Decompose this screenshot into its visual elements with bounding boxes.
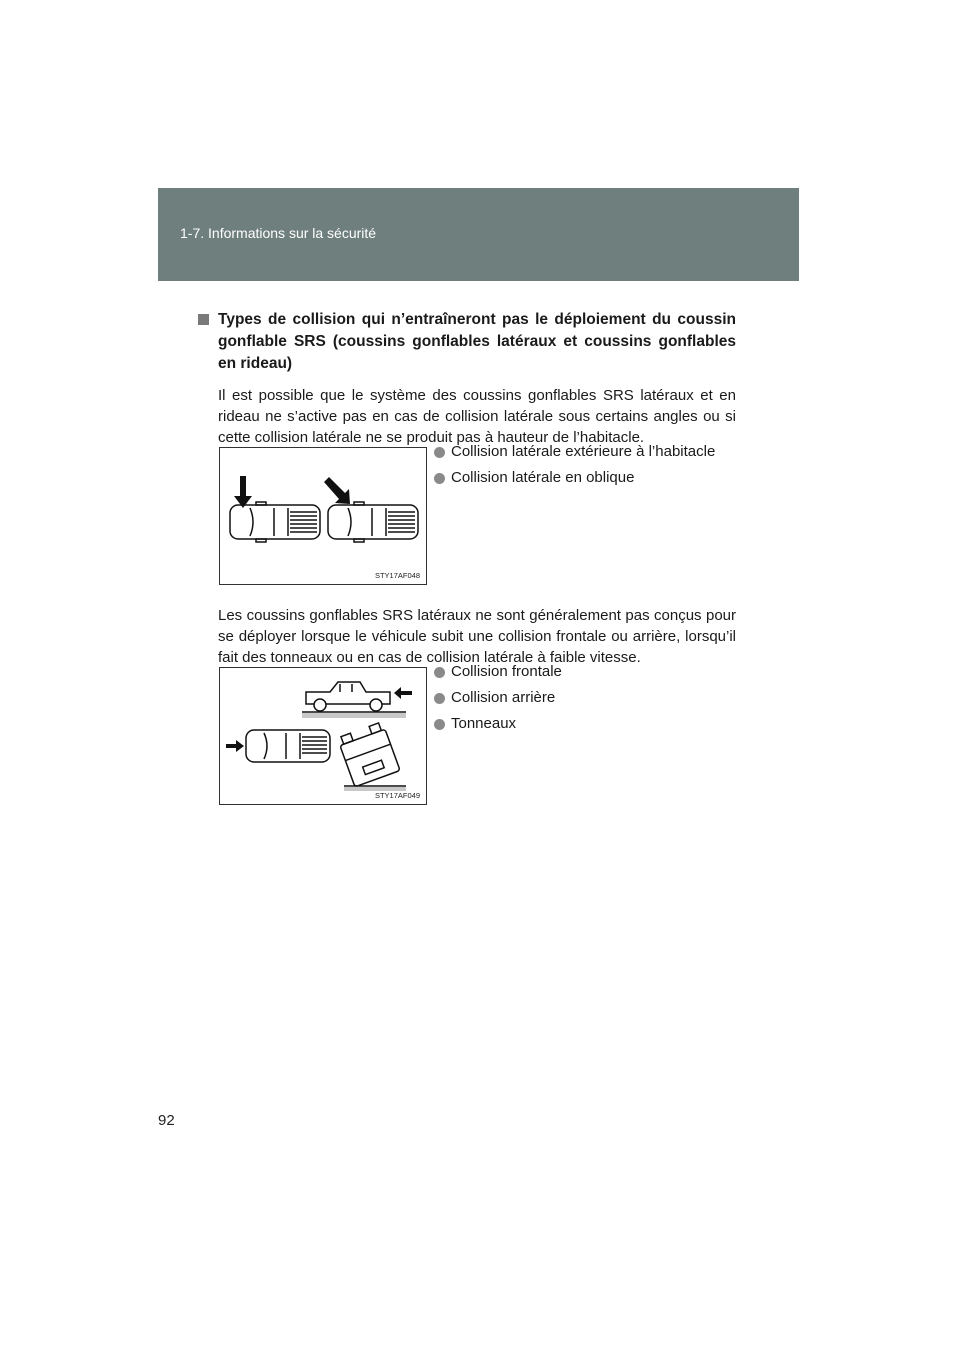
figure-side-collision <box>219 447 427 585</box>
bullet-dot-icon <box>434 719 445 730</box>
list-item <box>434 688 754 708</box>
truck-side-view-icon <box>306 682 390 711</box>
bullet-text: Collision latérale en oblique <box>451 469 635 486</box>
section-heading <box>198 309 736 375</box>
arrow-oblique-icon <box>324 477 350 504</box>
header-title: 1-7. Informations sur la sécurité <box>180 225 377 241</box>
bullet-text: Tonneaux <box>451 715 517 732</box>
list-item <box>434 714 754 734</box>
figure-other-collisions <box>219 667 427 805</box>
truck-top-view-icon <box>328 502 418 542</box>
page-number: 92 <box>158 1112 175 1129</box>
list-item <box>434 468 754 488</box>
other-collisions-illustration <box>220 668 426 804</box>
bullet-dot-icon <box>434 693 445 704</box>
arrow-down-icon <box>234 476 252 508</box>
bullet-list-side <box>434 442 754 494</box>
bullet-list-other <box>434 662 754 740</box>
section-airbag-collisions <box>198 309 736 448</box>
arrow-left-icon <box>394 687 412 699</box>
bullet-dot-icon <box>434 667 445 678</box>
truck-top-view-icon <box>230 502 320 542</box>
side-collision-illustration <box>220 448 426 584</box>
bullet-text: Collision latérale extérieure à l’habitacle <box>451 443 716 460</box>
bullet-text: Collision arrière <box>451 689 556 706</box>
arrow-right-icon <box>226 740 244 752</box>
bullet-dot-icon <box>434 447 445 458</box>
list-item <box>434 662 754 682</box>
bullet-text: Collision frontale <box>451 663 562 680</box>
truck-top-view-icon <box>246 730 330 762</box>
list-item <box>434 442 754 462</box>
rollover-truck-icon <box>337 722 400 787</box>
square-bullet-icon <box>198 314 209 325</box>
paragraph-side-collision: Il est possible que le système des coussins gonflables SRS latéraux et en rideau ne s’active pas en cas de collision latérale sous certains angles ou si cette collision latérale ne se produit pas à hauteur de l’habitacle. <box>218 387 736 446</box>
paragraph-other-collisions: Les coussins gonflables SRS latéraux ne sont généralement pas conçus pour se déployer lorsque le véhicule subit une collision frontale ou arrière, lorsqu’il fait des tonneaux ou en cas de collision latérale à faible vitesse. <box>218 607 736 666</box>
ground-shade <box>302 713 406 718</box>
figure-code: STY17AF048 <box>374 571 420 580</box>
figure-code: STY17AF049 <box>374 791 420 800</box>
bullet-dot-icon <box>434 473 445 484</box>
section-heading-text: Types de collision qui n’entraîneront pas le déploiement du coussin gonflable SRS (coussins gonflables latéraux et coussins gonflables en rideau) <box>218 311 736 372</box>
header-band <box>158 188 799 281</box>
